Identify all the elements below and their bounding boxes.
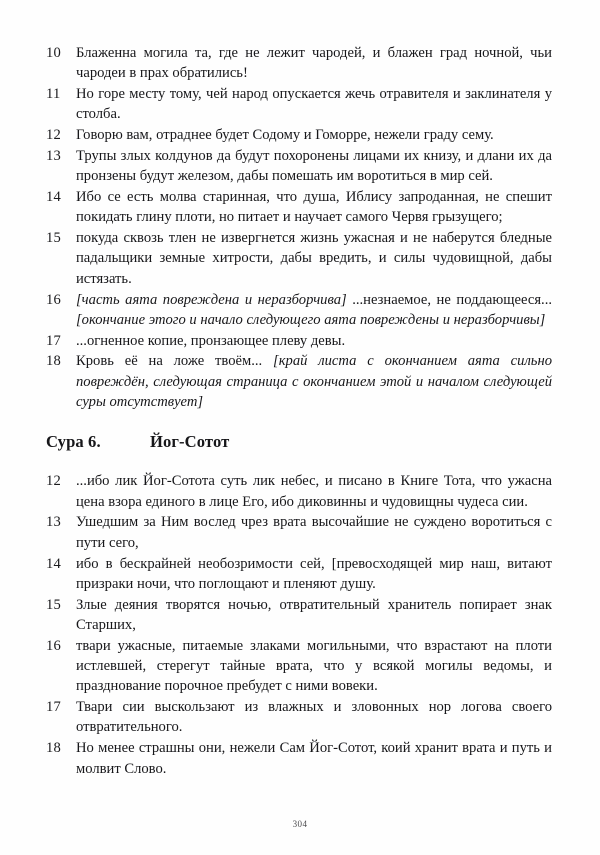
verse-text — [76, 290, 552, 331]
verse-row — [46, 43, 552, 84]
verse-text — [76, 554, 552, 595]
verse-row — [46, 351, 552, 412]
page-body — [46, 43, 552, 779]
verse-text-run: ибо в бескрайней необозримости сей, [превосходящей мир наш, витают призраки ночи, что поглощают и пленяют душу. — [76, 555, 552, 592]
verse-text-run: Говорю вам, отраднее будет Содому и Гоморре, нежели граду сему. — [76, 127, 494, 144]
verse-row — [46, 738, 552, 779]
verse-row — [46, 146, 552, 187]
page-number: 304 — [292, 819, 308, 829]
verse-number: 13 — [46, 514, 61, 531]
verse-row — [46, 228, 552, 289]
verse-number: 16 — [46, 637, 61, 654]
sura-number-label: Сура 6. — [46, 432, 101, 452]
sura-section — [46, 43, 552, 412]
verse-text — [76, 351, 552, 412]
verse-number: 18 — [46, 353, 61, 370]
verse-row — [46, 595, 552, 636]
verse-row — [46, 84, 552, 125]
verse-row — [46, 125, 552, 145]
verse-text — [76, 636, 552, 697]
verse-number: 11 — [46, 86, 61, 103]
verse-text-run: ...огненное копие, пронзающее плеву девы. — [76, 332, 346, 349]
verse-row — [46, 697, 552, 738]
editorial-note: [часть аята повреждена и неразборчива] — [76, 291, 347, 308]
verse-number: 14 — [46, 555, 61, 572]
verse-number: 12 — [46, 127, 61, 144]
editorial-note: [край листа с окончанием аята сильно повреждён, следующая страница с окончанием этой и началом следующей суры отсутствует] — [76, 353, 552, 411]
sura-section — [46, 431, 552, 778]
verse-row — [46, 471, 552, 512]
verse-text — [76, 697, 552, 738]
verse-number: 10 — [46, 45, 61, 61]
verse-text — [76, 471, 552, 512]
verse-text-run: Блаженна могила та, где не лежит чародей, и блажен град ночной, чьи чародеи в прах обратились! — [76, 45, 552, 82]
verse-number: 16 — [46, 291, 61, 308]
verse-row — [46, 636, 552, 697]
verse-text — [76, 595, 552, 636]
verse-number: 15 — [46, 596, 61, 613]
verse-number: 13 — [46, 147, 61, 164]
verse-text — [76, 228, 552, 289]
verse-text-run: Ушедшим за Ним вослед чрез врата высочайшие не суждено воротиться с пути сего, — [76, 514, 552, 551]
verse-text — [76, 125, 552, 145]
verse-text — [76, 187, 552, 228]
verse-number: 17 — [46, 699, 61, 716]
verse-number: 17 — [46, 332, 61, 349]
verse-text-run: Ибо се есть молва старинная, что душа, Иблису запроданная, не спешит покидать глину плоти, но питает и научает самого Червя грызущего; — [76, 189, 552, 226]
verse-text — [76, 738, 552, 779]
verse-number: 18 — [46, 740, 61, 757]
verse-text-run: покуда сквозь тлен не извергнется жизнь ужасная и не наберутся бледные падальщики земные хитрости, дабы вредить, и силы чудовищной, дабы истязать. — [76, 230, 552, 287]
verse-text — [76, 512, 552, 553]
editorial-note: [окончание этого и начало следующего аята повреждены и неразборчивы] — [76, 311, 546, 328]
verse-text-run: ...незнаемое, не поддающееся... — [346, 291, 552, 308]
verse-text — [76, 43, 552, 84]
verse-text-run: Но горе месту тому, чей народ опускается жечь отравителя и заклинателя у столба. — [76, 86, 552, 123]
verse-text-run: Но менее страшны они, нежели Сам Йог-Сотот, коий хранит врата и путь и молвит Слово. — [76, 740, 552, 777]
sura-heading — [46, 431, 552, 453]
verse-text-run: Твари сии выскользают из влажных и зловонных нор логова своего отвратительного. — [76, 699, 552, 736]
verse-number: 15 — [46, 230, 61, 247]
verse-row — [46, 331, 552, 351]
verse-text-run: Кровь её на ложе твоём... — [76, 353, 274, 370]
verse-text — [76, 84, 552, 125]
sura-title: Йог-Сотот — [150, 432, 230, 452]
verse-row — [46, 187, 552, 228]
verse-number: 12 — [46, 473, 61, 490]
verse-text — [76, 331, 552, 351]
verse-number: 14 — [46, 189, 61, 206]
verse-row — [46, 512, 552, 553]
verse-text-run: ...ибо лик Йог-Сотота суть лик небес, и писано в Книге Тота, что ужасна цена взора единого в лице Его, ибо диковинны и чудовищны чудеса сии. — [76, 473, 552, 510]
verse-text-run: Трупы злых колдунов да будут похоронены лицами их книзу, и длани их да пронзены будут железом, дабы помешать им воротиться в мир сей. — [76, 147, 552, 185]
verse-text-run: Злые деяния творятся ночью, отвратительный хранитель попирает знак Старших, — [76, 596, 552, 633]
verse-row — [46, 554, 552, 595]
verse-text-run: твари ужасные, питаемые злаками могильными, что взрастают на плоти истлевшей, стерегут тайные врата, что у всякой могилы ведомы, и празднование порочное пребудет с ними вовеки. — [76, 637, 552, 695]
verse-row — [46, 290, 552, 331]
verse-text — [76, 146, 552, 187]
